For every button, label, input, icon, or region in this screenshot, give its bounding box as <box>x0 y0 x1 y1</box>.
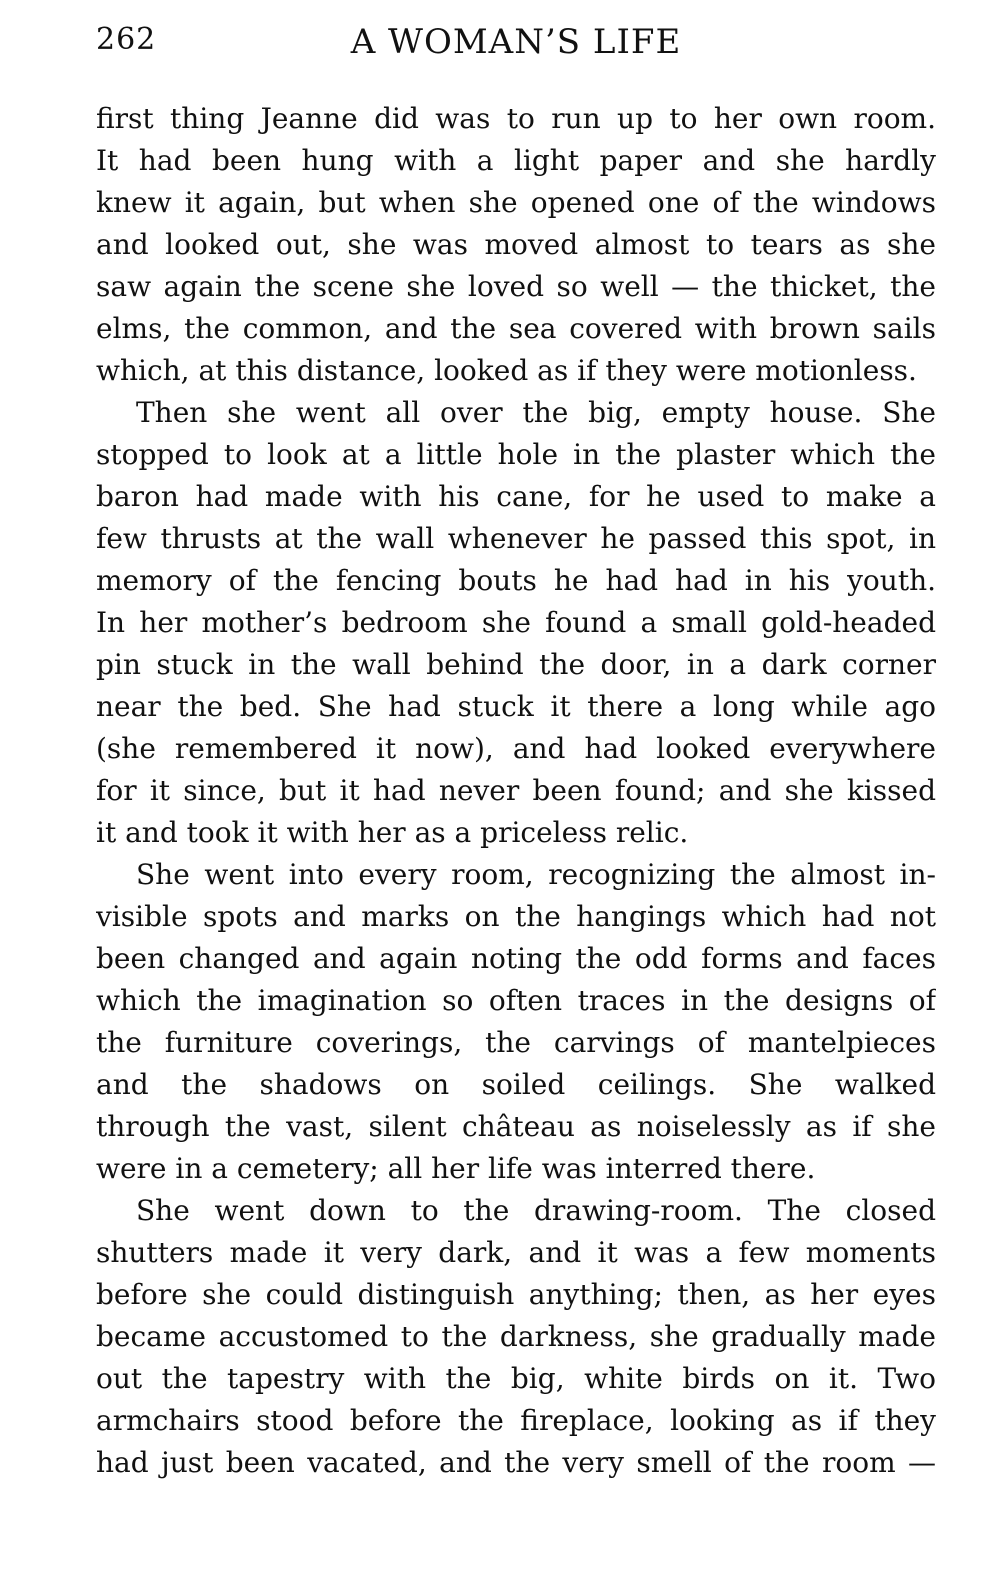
text-line: out the tapestry with the big, white birds on it. Two <box>96 1362 936 1395</box>
text-line: became accustomed to the darkness, she gradually made <box>96 1320 936 1353</box>
running-title: A WOMAN’S LIFE <box>350 22 682 62</box>
text-line: knew it again, but when she opened one of the windows <box>96 186 936 219</box>
text-line: before she could distinguish anything; then, as her eyes <box>96 1278 936 1311</box>
text-line: first thing Jeanne did was to run up to her own room. <box>96 102 936 135</box>
text-line: for it since, but it had never been found; and she kissed <box>96 774 936 807</box>
text-line: Then she went all over the big, empty house. She <box>136 396 936 429</box>
text-line: it and took it with her as a priceless relic. <box>96 816 689 849</box>
text-line: armchairs stood before the fireplace, looking as if they <box>96 1404 936 1437</box>
page-header <box>96 22 936 72</box>
paragraph <box>96 392 936 854</box>
page-number: 262 <box>96 22 157 57</box>
text-line: elms, the common, and the sea covered with brown sails <box>96 312 936 345</box>
text-line: She went into every room, recognizing the almost in- <box>136 858 936 891</box>
paragraph <box>96 98 936 392</box>
text-line: were in a cemetery; all her life was interred there. <box>96 1152 816 1185</box>
body-text <box>96 98 936 1484</box>
text-line: She went down to the drawing-room. The closed <box>136 1194 936 1227</box>
text-line: shutters made it very dark, and it was a few moments <box>96 1236 936 1269</box>
text-line: It had been hung with a light paper and she hardly <box>96 144 936 177</box>
text-line: stopped to look at a little hole in the plaster which the <box>96 438 936 471</box>
text-line: had just been vacated, and the very smell of the room — <box>96 1446 936 1479</box>
text-line: visible spots and marks on the hangings which had not <box>96 900 936 933</box>
text-line: (she remembered it now), and had looked everywhere <box>96 732 936 765</box>
text-line: which the imagination so often traces in the designs of <box>96 984 936 1017</box>
text-line: near the bed. She had stuck it there a long while ago <box>96 690 936 723</box>
text-line: the furniture coverings, the carvings of mantelpieces <box>96 1026 936 1059</box>
text-line: been changed and again noting the odd forms and faces <box>96 942 936 975</box>
text-line: pin stuck in the wall behind the door, in a dark corner <box>96 648 936 681</box>
text-line: saw again the scene she loved so well — the thicket, the <box>96 270 936 303</box>
text-line: which, at this distance, looked as if they were motionless. <box>96 354 917 387</box>
text-line: In her mother’s bedroom she found a small gold-headed <box>96 606 936 639</box>
text-line: and the shadows on soiled ceilings. She walked <box>96 1068 936 1101</box>
text-line: through the vast, silent château as noiselessly as if she <box>96 1110 936 1143</box>
paragraph <box>96 854 936 1190</box>
text-line: few thrusts at the wall whenever he passed this spot, in <box>96 522 936 555</box>
text-line: memory of the fencing bouts he had had in his youth. <box>96 564 936 597</box>
text-line: and looked out, she was moved almost to tears as she <box>96 228 936 261</box>
paragraph <box>96 1190 936 1484</box>
text-line: baron had made with his cane, for he used to make a <box>96 480 936 513</box>
